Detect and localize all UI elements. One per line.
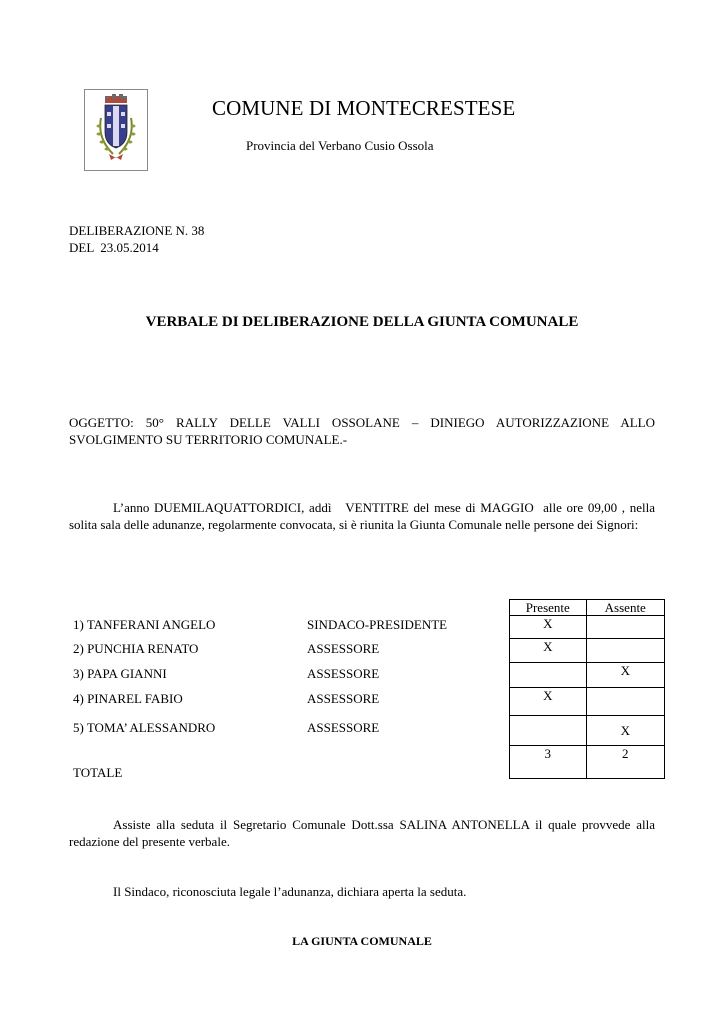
presente-cell: X — [510, 616, 587, 639]
table-row — [510, 663, 665, 688]
table-header-row — [510, 600, 665, 616]
member-role: ASSESSORE — [307, 720, 380, 735]
province-subtitle: Provincia del Verbano Cusio Ossola — [246, 138, 434, 153]
table-row — [510, 688, 665, 716]
member-role: ASSESSORE — [307, 691, 380, 706]
member-role: ASSESSORE — [307, 641, 380, 656]
member-role: ASSESSORE — [307, 666, 380, 681]
subject-paragraph: OGGETTO: 50° RALLY DELLE VALLI OSSOLANE – DINIEGO AUTORIZZAZIONE ALLO SVOLGIMENTO SU TERRITORIO COMUNALE.- — [69, 415, 655, 447]
secretary-paragraph: Assiste alla seduta il Segretario Comunale Dott.ssa SALINA ANTONELLA il quale provvede alla redazione del presente verbale. — [69, 817, 655, 849]
member-name: 5) TOMA’ ALESSANDRO — [73, 720, 216, 735]
total-assente-cell: 2 — [586, 746, 664, 779]
attendance-table — [509, 599, 665, 779]
table-row — [510, 639, 665, 663]
deliberation-number: DELIBERAZIONE N. 38 — [69, 223, 205, 238]
assente-cell — [586, 688, 664, 716]
assente-cell — [586, 616, 664, 639]
table-total-row — [510, 746, 665, 779]
document-heading: VERBALE DI DELIBERAZIONE DELLA GIUNTA COMUNALE — [145, 314, 579, 330]
municipal-crest — [84, 89, 148, 171]
deliberation-info — [69, 222, 204, 256]
shield-icon — [105, 105, 127, 148]
member-role: SINDACO-PRESIDENTE — [307, 617, 448, 632]
member-name: 1) TANFERANI ANGELO — [73, 617, 216, 632]
crown-icon — [105, 94, 127, 103]
assente-cell: X — [586, 663, 664, 688]
presente-cell — [510, 663, 587, 688]
total-label: TOTALE — [73, 765, 123, 780]
member-name: 3) PAPA GIANNI — [73, 666, 167, 681]
presente-cell: X — [510, 688, 587, 716]
table-row — [510, 716, 665, 746]
presente-cell — [510, 716, 587, 746]
presente-cell: X — [510, 639, 587, 663]
table-row — [510, 616, 665, 639]
deliberation-date: DEL 23.05.2014 — [69, 240, 159, 255]
assente-cell: X — [586, 716, 664, 746]
total-presente-cell: 3 — [510, 746, 587, 779]
member-name: 4) PINAREL FABIO — [73, 691, 183, 706]
intro-paragraph: L’anno DUEMILAQUATTORDICI, addì VENTITRE del mese di MAGGIO alle ore 09,00 , nella solita sala delle adunanze, regolarmente convocata, si è riunita la Giunta Comunale nelle persone dei Signori: — [69, 500, 659, 532]
ribbon-icon — [109, 154, 123, 160]
header-presente: Presente — [510, 600, 587, 616]
footer-heading: LA GIUNTA COMUNALE — [292, 934, 432, 948]
member-name: 2) PUNCHIA RENATO — [73, 641, 199, 656]
assente-cell — [586, 639, 664, 663]
municipality-title: COMUNE DI MONTECRESTESE — [212, 96, 516, 120]
header-assente: Assente — [586, 600, 664, 616]
opening-paragraph: Il Sindaco, riconosciuta legale l’adunanza, dichiara aperta la seduta. — [113, 884, 467, 899]
